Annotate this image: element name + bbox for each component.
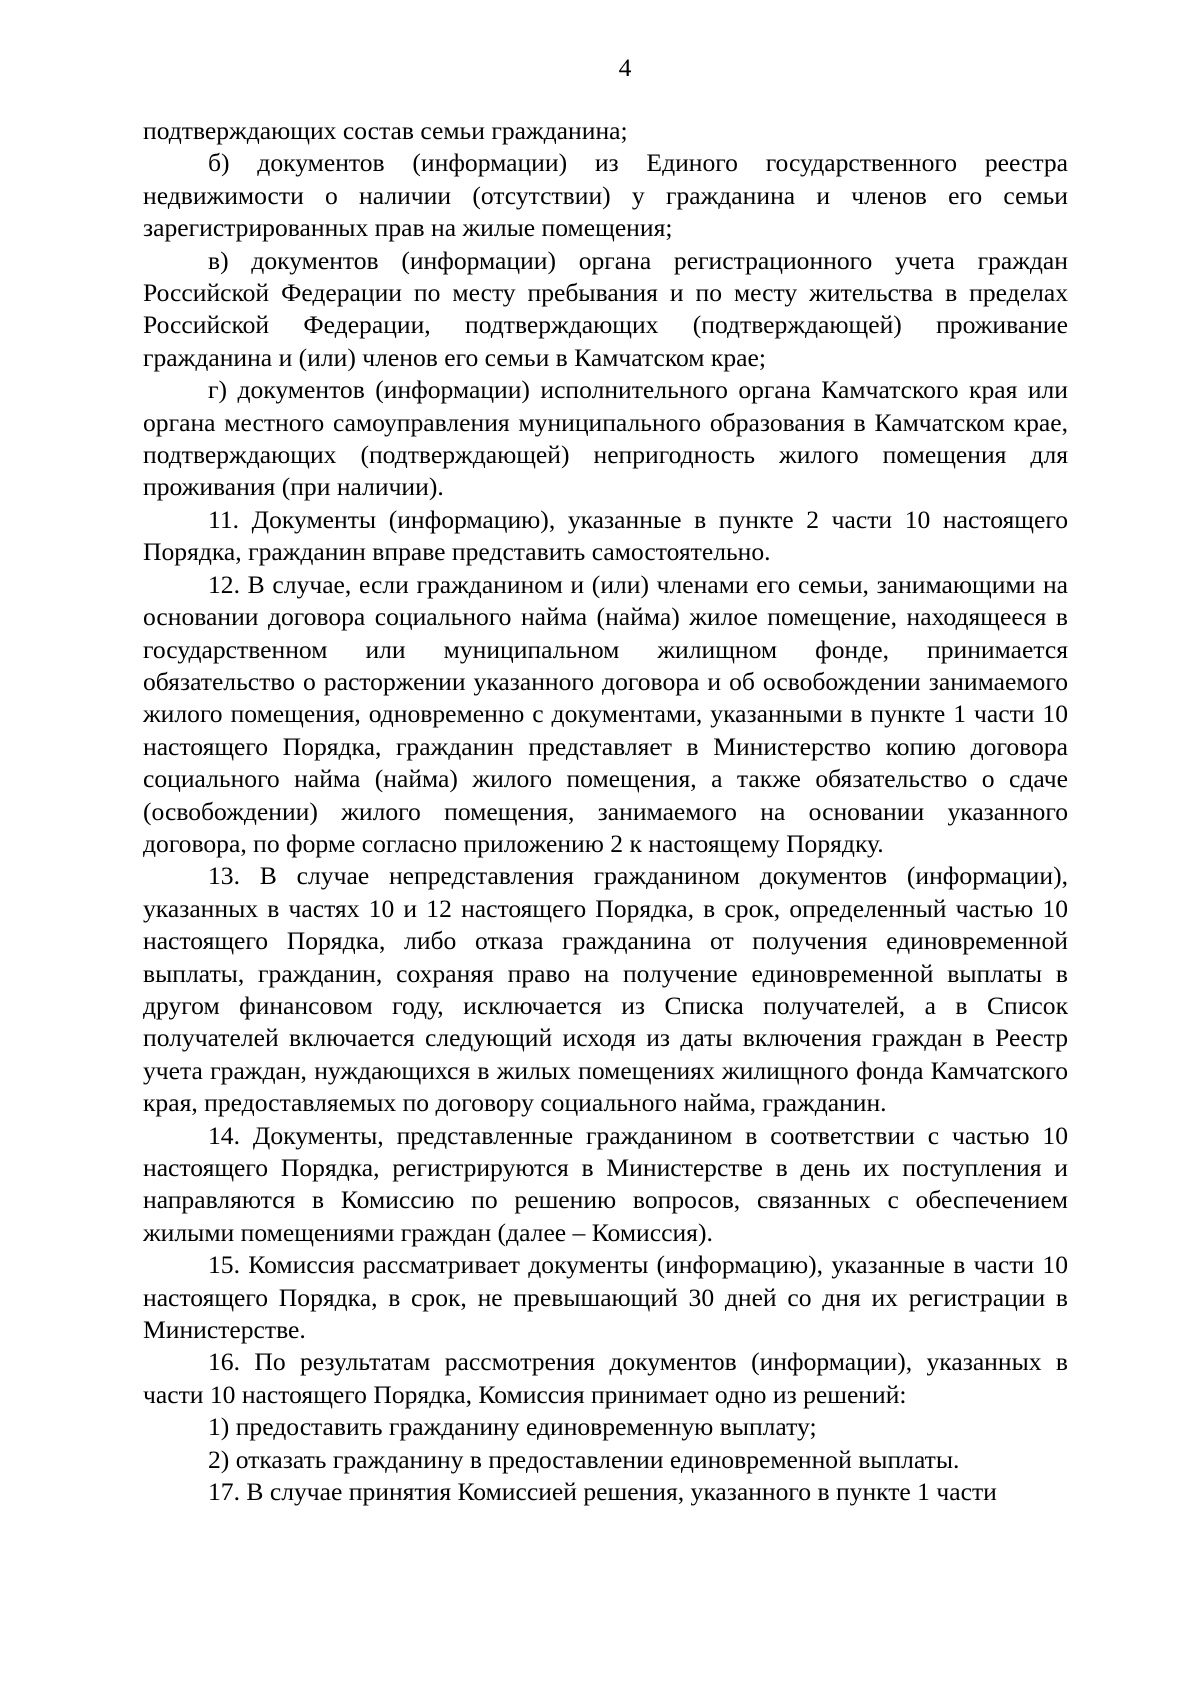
paragraph-16-option-2: 2) отказать гражданину в предоставлении единовременной выплаты.: [208, 1444, 960, 1474]
paragraph-continuation: подтверждающих состав семьи гражданина;: [143, 116, 628, 145]
paragraph-item-v: в) документов (информации) органа регистрационного учета граждан Российской Федерации по месту пребывания и по месту жительства в пределах Российской Федерации, подтверждающих (подтверждающей) проживание гражданина и (или) членов его семьи в Камчатском крае;: [143, 245, 1068, 372]
paragraph-12: 12. В случае, если гражданином и (или) членами его семьи, занимающими на основании договора социального найма (найма) жилое помещение, находящееся в государственном или муниципальном жилищном фонде, принимается обязательство о расторжении указанного договора и об освобождении занимаемого жилого помещения, одновременно с документами, указанными в пункте 1 части 10 настоящего Порядка, гражданин представляет в Министерство копию договора социального найма (найма) жилого помещения, а также обязательство о сдаче (освобождении) жилого помещения, занимаемого на основании указанного договора, по форме согласно приложению 2 к настоящему Порядку.: [143, 569, 1068, 858]
paragraph-15: 15. Комиссия рассматривает документы (информацию), указанные в части 10 настоящего Порядка, в срок, не превышающий 30 дней со дня их регистрации в Министерстве.: [143, 1250, 1068, 1345]
paragraph-16: 16. По результатам рассмотрения документов (информации), указанных в части 10 настоящего Порядка, Комиссия принимает одно из решений:: [143, 1347, 1068, 1409]
page-number: 4: [618, 53, 632, 82]
paragraph-16-option-1: 1) предоставить гражданину единовременную выплату;: [208, 1412, 817, 1442]
paragraph-14: 14. Документы, представленные гражданином в соответствии с частью 10 настоящего Порядка, регистрируются в Министерстве в день их поступления и направляются в Комиссию по решению вопросов, связанных с обеспечением жилыми помещениями граждан (далее – Комиссия).: [143, 1120, 1068, 1247]
document-body: [143, 0, 1068, 1508]
paragraph-item-b: б) документов (информации) из Единого государственного реестра недвижимости о наличии (отсутствии) у гражданина и членов его семьи зарегистрированных прав на жилые помещения;: [143, 148, 1068, 243]
paragraph-11: 11. Документы (информацию), указанные в пункте 2 части 10 настоящего Порядка, гражданин вправе представить самостоятельно.: [143, 504, 1068, 567]
paragraph-17: 17. В случае принятия Комиссией решения, указанного в пункте 1 части: [208, 1477, 997, 1507]
paragraph-13: 13. В случае непредставления гражданином документов (информации), указанных в частях 10 и 12 настоящего Порядка, в срок, определенный частью 10 настоящего Порядка, либо отказа гражданина от получения единовременной выплаты, гражданин, сохраняя право на получение единовременной выплаты в другом финансовом году, исключается из Списка получателей, а в Список получателей включается следующий исходя из даты включения граждан в Реестр учета граждан, нуждающихся в жилых помещениях жилищного фонда Камчатского края, предоставляемых по договору социального найма, гражданин.: [143, 861, 1068, 1118]
paragraph-item-g: г) документов (информации) исполнительного органа Камчатского края или органа местного самоуправления муниципального образования в Камчатском крае, подтверждающих (подтверждающей) непригодность жилого помещения для проживания (при наличии).: [143, 375, 1068, 502]
